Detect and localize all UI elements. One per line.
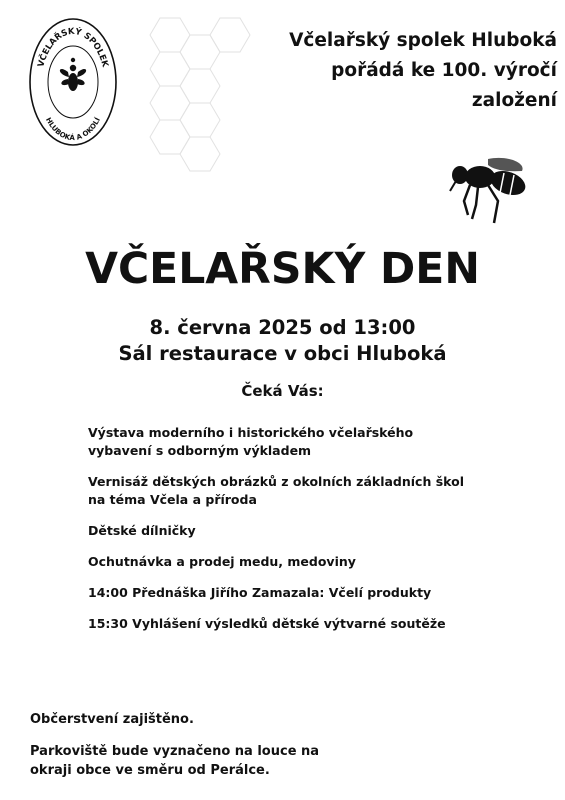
event-title: VČELAŘSKÝ DEN <box>85 245 480 294</box>
program-item: Ochutnávka a prodej medu, medoviny <box>88 554 356 569</box>
logo-text-bottom: HLUBOKÁ A OKOLÍ <box>43 116 103 143</box>
refreshments-note: Občerstvení zajištěno. <box>30 712 194 727</box>
event-venue: Sál restaurace v obci Hluboká <box>118 342 447 365</box>
program-item: Vernisáž dětských obrázků z okolních základních škol na téma Včela a příroda <box>88 474 464 507</box>
bee-emblem-icon <box>60 58 86 91</box>
organizer-line: pořádá ke 100. výročí <box>331 60 557 81</box>
program-heading: Čeká Vás: <box>241 382 324 400</box>
logo-text-top: VČELAŘSKÝ SPOLEK <box>36 26 110 69</box>
program-item: Dětské dílničky <box>88 523 196 538</box>
association-logo <box>28 16 118 148</box>
program-item: Výstava moderního i historického včelařského vybavení s odborným výkladem <box>88 425 414 458</box>
program-item: 15:30 Vyhlášení výsledků dětské výtvarné soutěže <box>88 616 446 631</box>
event-date-time: 8. června 2025 od 13:00 <box>149 316 416 339</box>
organizer-line: založení <box>471 90 557 111</box>
bee-icon <box>448 155 530 230</box>
parking-note: Parkoviště bude vyznačeno na louce na okraji obce ve směru od Perálce. <box>30 744 320 778</box>
organizer-heading <box>227 26 557 116</box>
organizer-line: Včelařský spolek Hluboká <box>289 30 557 51</box>
program-item: 14:00 Přednáška Jiřího Zamazala: Včelí produkty <box>88 585 432 600</box>
program-list <box>88 424 488 646</box>
